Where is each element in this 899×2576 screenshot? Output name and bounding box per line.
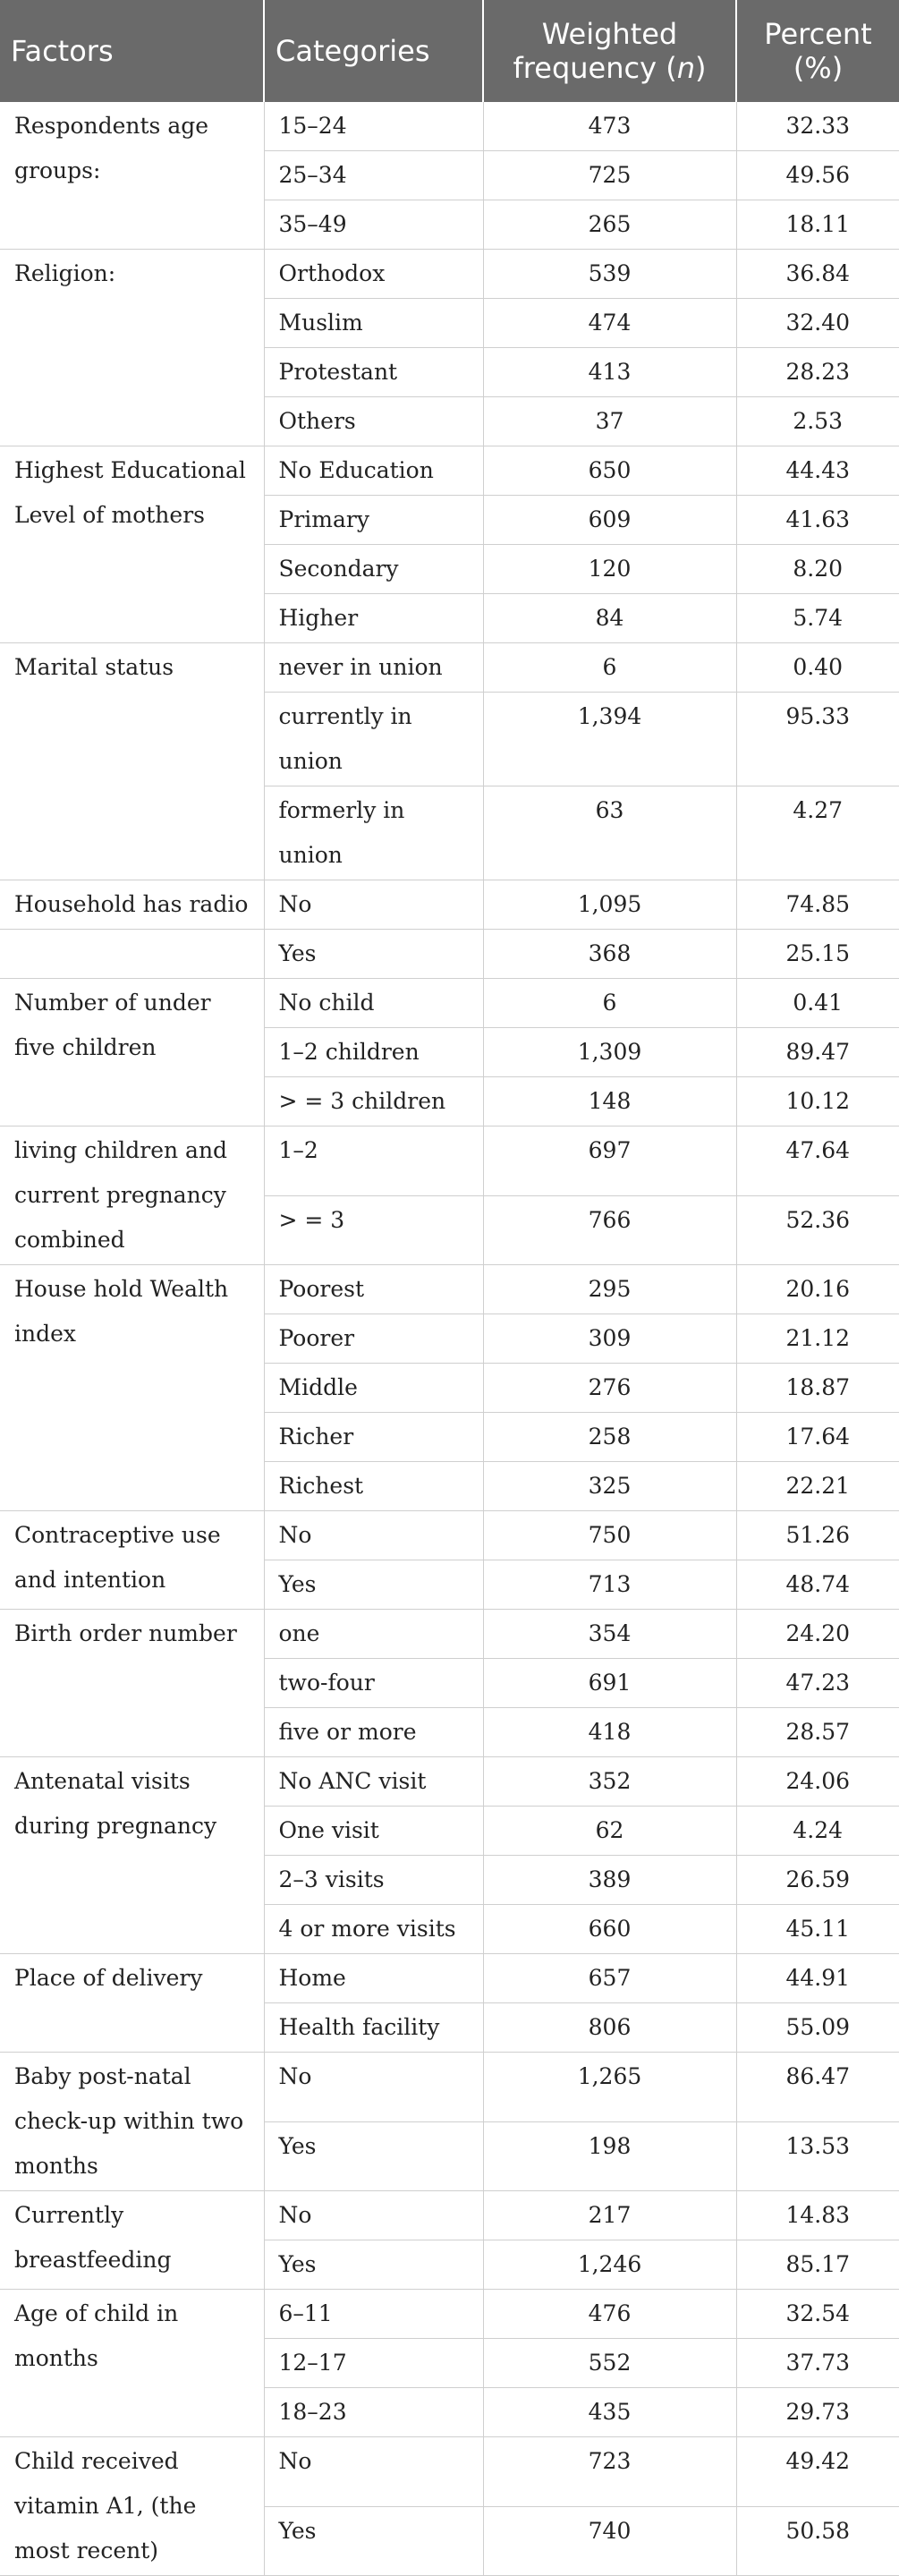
category-cell: 1–2 children <box>264 1028 483 1077</box>
frequency-cell: 148 <box>483 1077 736 1126</box>
percent-cell: 32.40 <box>736 299 899 348</box>
table-row <box>0 1757 899 1807</box>
percent-cell: 47.23 <box>736 1659 899 1708</box>
category-cell: Health facility <box>264 2003 483 2053</box>
category-cell: Higher <box>264 594 483 643</box>
percent-cell: 51.26 <box>736 1511 899 1560</box>
frequency-cell: 806 <box>483 2003 736 2053</box>
frequency-cell: 198 <box>483 2121 736 2191</box>
percent-cell: 47.64 <box>736 1126 899 1196</box>
percent-cell: 8.20 <box>736 545 899 594</box>
percent-cell: 32.54 <box>736 2290 899 2339</box>
category-cell: 2–3 visits <box>264 1856 483 1905</box>
table-row <box>0 446 899 496</box>
frequency-cell: 1,246 <box>483 2240 736 2290</box>
factor-cell: Child received vitamin A1, (the most recent) <box>0 2437 264 2576</box>
category-cell: One visit <box>264 1807 483 1856</box>
frequency-cell: 276 <box>483 1364 736 1413</box>
percent-cell: 86.47 <box>736 2053 899 2122</box>
percent-cell: 25.15 <box>736 930 899 979</box>
frequency-cell: 1,309 <box>483 1028 736 1077</box>
category-cell: > = 3 children <box>264 1077 483 1126</box>
table-row <box>0 643 899 693</box>
percent-cell: 44.43 <box>736 446 899 496</box>
percent-cell: 95.33 <box>736 693 899 786</box>
factor-cell: Baby post-natal check-up within two months <box>0 2053 264 2191</box>
percent-cell: 18.11 <box>736 200 899 250</box>
category-cell: 4 or more visits <box>264 1905 483 1954</box>
table-row <box>0 2191 899 2240</box>
percent-cell: 48.74 <box>736 1560 899 1610</box>
factor-cell: Currently breastfeeding <box>0 2191 264 2290</box>
table-row <box>0 1265 899 1314</box>
frequency-cell: 217 <box>483 2191 736 2240</box>
factor-cell: Age of child in months <box>0 2290 264 2437</box>
table-body <box>0 102 899 2576</box>
factor-cell: Highest Educational Level of mothers <box>0 446 264 643</box>
frequency-cell: 552 <box>483 2339 736 2388</box>
category-cell: No <box>264 2437 483 2507</box>
frequency-cell: 352 <box>483 1757 736 1807</box>
category-cell: one <box>264 1610 483 1659</box>
frequency-cell: 713 <box>483 1560 736 1610</box>
category-cell: Richest <box>264 1462 483 1511</box>
category-cell: > = 3 <box>264 1195 483 1265</box>
frequency-cell: 691 <box>483 1659 736 1708</box>
category-cell: No ANC visit <box>264 1757 483 1807</box>
category-cell: No <box>264 1511 483 1560</box>
percent-cell: 24.20 <box>736 1610 899 1659</box>
factor-cell: Respondents age groups: <box>0 102 264 250</box>
frequency-cell: 63 <box>483 786 736 880</box>
percent-cell: 13.53 <box>736 2121 899 2191</box>
percent-cell: 28.57 <box>736 1708 899 1757</box>
table-row <box>0 880 899 930</box>
factor-cell: living children and current pregnancy combined <box>0 1126 264 1265</box>
frequency-cell: 1,394 <box>483 693 736 786</box>
header-row <box>0 0 899 102</box>
percent-cell: 36.84 <box>736 250 899 299</box>
percent-cell: 49.42 <box>736 2437 899 2507</box>
factor-cell: Household has radio <box>0 880 264 930</box>
percent-cell: 74.85 <box>736 880 899 930</box>
percent-cell: 20.16 <box>736 1265 899 1314</box>
table-row <box>0 1126 899 1196</box>
percent-cell: 0.40 <box>736 643 899 693</box>
category-cell: 15–24 <box>264 102 483 151</box>
frequency-cell: 37 <box>483 397 736 446</box>
factor-cell: Marital status <box>0 643 264 880</box>
table-row <box>0 102 899 151</box>
percent-cell: 89.47 <box>736 1028 899 1077</box>
factor-cell <box>0 930 264 979</box>
frequency-cell: 650 <box>483 446 736 496</box>
category-cell: 1–2 <box>264 1126 483 1196</box>
category-cell: formerly in union <box>264 786 483 880</box>
category-cell: Richer <box>264 1413 483 1462</box>
percent-cell: 55.09 <box>736 2003 899 2053</box>
category-cell: 35–49 <box>264 200 483 250</box>
frequency-cell: 474 <box>483 299 736 348</box>
frequency-cell: 657 <box>483 1954 736 2003</box>
percent-cell: 50.58 <box>736 2506 899 2576</box>
category-cell: Yes <box>264 2121 483 2191</box>
category-cell: 6–11 <box>264 2290 483 2339</box>
table-row <box>0 979 899 1028</box>
frequency-cell: 389 <box>483 1856 736 1905</box>
frequency-cell: 84 <box>483 594 736 643</box>
frequency-cell: 354 <box>483 1610 736 1659</box>
frequency-cell: 740 <box>483 2506 736 2576</box>
percent-cell: 37.73 <box>736 2339 899 2388</box>
factor-cell: Religion: <box>0 250 264 446</box>
frequency-cell: 1,265 <box>483 2053 736 2122</box>
percent-cell: 10.12 <box>736 1077 899 1126</box>
header-weighted-frequency-label: Weighted frequency ( <box>513 17 678 85</box>
category-cell: No child <box>264 979 483 1028</box>
table-row <box>0 1511 899 1560</box>
category-cell: Middle <box>264 1364 483 1413</box>
header-n-symbol: n <box>676 51 695 85</box>
frequency-cell: 1,095 <box>483 880 736 930</box>
factor-cell: Place of delivery <box>0 1954 264 2053</box>
factor-cell: House hold Wealth index <box>0 1265 264 1511</box>
category-cell: No <box>264 2191 483 2240</box>
percent-cell: 41.63 <box>736 496 899 545</box>
frequency-cell: 697 <box>483 1126 736 1196</box>
category-cell: No <box>264 2053 483 2122</box>
frequency-cell: 725 <box>483 151 736 200</box>
category-cell: five or more <box>264 1708 483 1757</box>
frequency-cell: 295 <box>483 1265 736 1314</box>
frequency-cell: 435 <box>483 2388 736 2437</box>
table-row <box>0 2053 899 2122</box>
frequency-cell: 660 <box>483 1905 736 1954</box>
category-cell: Orthodox <box>264 250 483 299</box>
frequency-cell: 539 <box>483 250 736 299</box>
percent-cell: 22.21 <box>736 1462 899 1511</box>
frequency-cell: 368 <box>483 930 736 979</box>
factor-cell: Number of under five children <box>0 979 264 1126</box>
category-cell: Yes <box>264 2506 483 2576</box>
frequency-cell: 62 <box>483 1807 736 1856</box>
header-percent: Percent (%) <box>736 0 899 102</box>
percent-cell: 32.33 <box>736 102 899 151</box>
frequency-cell: 723 <box>483 2437 736 2507</box>
table-row <box>0 2437 899 2507</box>
header-weighted-frequency <box>483 0 736 102</box>
frequency-cell: 258 <box>483 1413 736 1462</box>
category-cell: Muslim <box>264 299 483 348</box>
factor-cell: Birth order number <box>0 1610 264 1757</box>
table-row <box>0 2290 899 2339</box>
category-cell: Others <box>264 397 483 446</box>
frequency-cell: 766 <box>483 1195 736 1265</box>
percent-cell: 4.24 <box>736 1807 899 1856</box>
category-cell: 25–34 <box>264 151 483 200</box>
percent-cell: 29.73 <box>736 2388 899 2437</box>
category-cell: No <box>264 880 483 930</box>
frequency-cell: 309 <box>483 1314 736 1364</box>
percent-cell: 14.83 <box>736 2191 899 2240</box>
frequency-cell: 325 <box>483 1462 736 1511</box>
percent-cell: 21.12 <box>736 1314 899 1364</box>
percent-cell: 0.41 <box>736 979 899 1028</box>
percent-cell: 85.17 <box>736 2240 899 2290</box>
category-cell: two-four <box>264 1659 483 1708</box>
percent-cell: 49.56 <box>736 151 899 200</box>
category-cell: Secondary <box>264 545 483 594</box>
frequency-cell: 265 <box>483 200 736 250</box>
percent-cell: 17.64 <box>736 1413 899 1462</box>
frequency-cell: 6 <box>483 643 736 693</box>
category-cell: currently in union <box>264 693 483 786</box>
percent-cell: 28.23 <box>736 348 899 397</box>
percent-cell: 44.91 <box>736 1954 899 2003</box>
header-weighted-frequency-close: ) <box>694 51 707 85</box>
category-cell: Yes <box>264 930 483 979</box>
percent-cell: 45.11 <box>736 1905 899 1954</box>
factor-cell: Antenatal visits during pregnancy <box>0 1757 264 1954</box>
category-cell: Poorest <box>264 1265 483 1314</box>
frequency-cell: 413 <box>483 348 736 397</box>
frequency-cell: 6 <box>483 979 736 1028</box>
category-cell: No Education <box>264 446 483 496</box>
percent-cell: 18.87 <box>736 1364 899 1413</box>
header-factors: Factors <box>0 0 264 102</box>
category-cell: 18–23 <box>264 2388 483 2437</box>
category-cell: Yes <box>264 2240 483 2290</box>
percent-cell: 26.59 <box>736 1856 899 1905</box>
category-cell: Poorer <box>264 1314 483 1364</box>
factor-cell: Contraceptive use and intention <box>0 1511 264 1610</box>
table-row <box>0 250 899 299</box>
header-categories: Categories <box>264 0 483 102</box>
category-cell: Home <box>264 1954 483 2003</box>
table-row <box>0 1610 899 1659</box>
category-cell: Protestant <box>264 348 483 397</box>
percent-cell: 24.06 <box>736 1757 899 1807</box>
percent-cell: 2.53 <box>736 397 899 446</box>
percent-cell: 5.74 <box>736 594 899 643</box>
frequency-cell: 418 <box>483 1708 736 1757</box>
category-cell: Primary <box>264 496 483 545</box>
frequency-cell: 750 <box>483 1511 736 1560</box>
table-row <box>0 930 899 979</box>
category-cell: Yes <box>264 1560 483 1610</box>
percent-cell: 4.27 <box>736 786 899 880</box>
percent-cell: 52.36 <box>736 1195 899 1265</box>
table-row <box>0 1954 899 2003</box>
category-cell: never in union <box>264 643 483 693</box>
frequency-cell: 473 <box>483 102 736 151</box>
frequency-cell: 120 <box>483 545 736 594</box>
frequency-cell: 609 <box>483 496 736 545</box>
frequency-cell: 476 <box>483 2290 736 2339</box>
category-cell: 12–17 <box>264 2339 483 2388</box>
